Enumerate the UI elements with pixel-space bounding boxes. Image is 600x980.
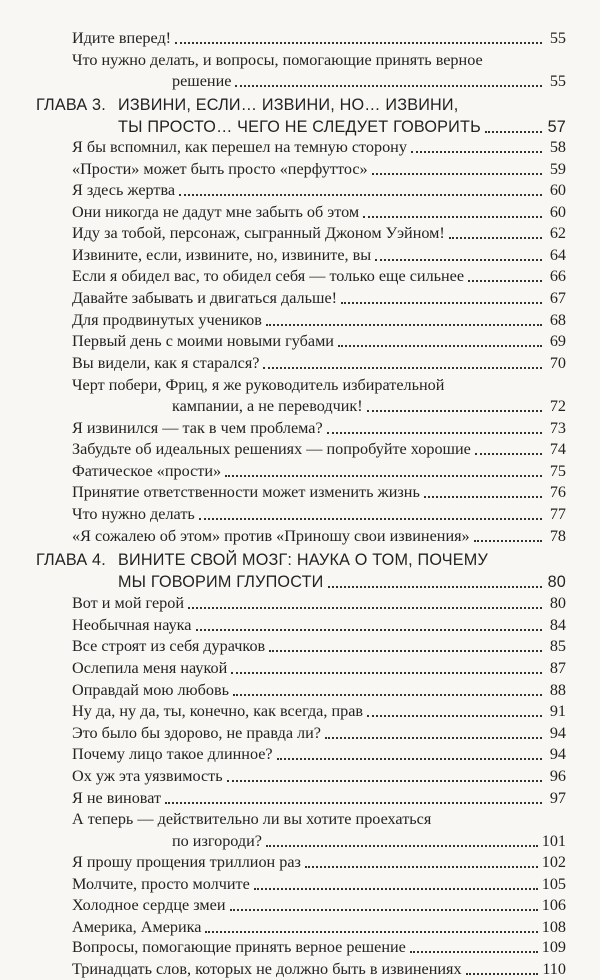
toc-entry [72,136,566,158]
toc-entry-page: 69 [549,332,566,350]
toc-entry-page: 60 [549,203,566,221]
leader-dots [367,715,542,717]
toc-entry [72,222,566,244]
toc-entry [72,765,566,787]
toc-entry-title: Я прошу прощения триллион раз [72,853,301,871]
toc-entry-page: 62 [549,224,566,242]
toc-entry-title: А теперь — действительно ли вы хотите проехаться [72,810,432,828]
leader-dots [230,909,538,911]
toc-entry-title: Необычная наука [72,616,192,634]
toc-entry-title: «Прости» может быть просто «перфуттос» [72,160,368,178]
leader-dots [165,802,542,804]
toc-entry [72,657,566,679]
leader-dots [277,758,542,760]
toc-entry-page: 76 [549,483,566,501]
toc-entry-page: 102 [541,853,566,871]
toc-entry [72,438,566,460]
toc-entry [72,395,566,417]
toc-entry-line1 [72,49,566,71]
leader-dots [233,694,542,696]
toc-entry-line1 [72,374,566,396]
toc-entry-page: 75 [549,462,566,480]
leader-dots [231,672,542,674]
toc-entry-page: 55 [549,29,566,47]
leader-dots [411,151,542,153]
chapter-title: ВИНИТЕ СВОЙ МОЗГ: НАУКА О ТОМ, ПОЧЕМУ [118,551,488,569]
toc-entry-title: Холодное сердце змеи [72,896,226,914]
toc-entry-title: Почему лицо такое длинное? [72,745,273,763]
toc-entry-title: Вот и мой герой [72,594,185,612]
toc-entry-page: 68 [549,311,566,329]
toc-entry-page: 94 [549,745,566,763]
toc-entry [72,352,566,374]
toc-entry-title: Черт побери, Фриц, я же руководитель избирательной [72,376,445,394]
chapter-label: ГЛАВА 4. [36,551,106,569]
leader-dots [466,973,539,975]
toc-entry [72,70,566,92]
toc-entry-page: 59 [549,160,566,178]
toc-entry [72,525,566,547]
leader-dots [175,42,542,44]
toc-entry [72,936,566,958]
toc-entry-title: Ослепила меня наукой [72,659,228,677]
chapter-title-cont: ТЫ ПРОСТО… ЧЕГО НЕ СЛЕДУЕТ ГОВОРИТЬ [118,118,481,136]
toc-entry-page: 88 [549,681,566,699]
toc-entry-page: 97 [549,789,566,807]
toc-entry-page: 105 [541,875,566,893]
leader-dots [227,780,542,782]
toc-entry-title: Фатическое «прости» [72,462,222,480]
toc-entry-title: «Я сожалею об этом» против «Приношу свои извинения» [72,527,470,545]
toc-entry [72,592,566,614]
toc-entry [72,330,566,352]
chapter-page: 57 [547,118,566,136]
toc-entry [72,201,566,223]
toc-entry-title: Все строят из себя дурачков [72,637,266,655]
chapter-title-line1 [118,94,566,116]
toc-entry-title: Я извинился — так в чем проблема? [72,419,323,437]
toc-entry [72,614,566,636]
leader-dots [338,345,542,347]
toc-entry-title: Америка, Америка [72,918,202,936]
toc-entry-title: Они никогда не дадут мне забыть об этом [72,203,360,221]
toc-entry-title: Принятие ответственности может изменить жизнь [72,483,420,501]
leader-dots [372,173,542,175]
toc-entry [72,830,566,852]
leader-dots [179,194,542,196]
toc-entry [72,309,566,331]
leader-dots [266,845,538,847]
chapter-title-cont: МЫ ГОВОРИМ ГЛУПОСТИ [118,573,324,591]
toc-entry-title: Забудьте об идеальных решениях — попробуйте хорошие [72,440,471,458]
toc-entry-title: Первый день с моими новыми губами [72,332,334,350]
toc-entry-page: 74 [549,440,566,458]
leader-dots [363,216,542,218]
toc-entry [72,787,566,809]
toc-entry [72,287,566,309]
toc-entry-page: 58 [549,138,566,156]
toc-entry [72,244,566,266]
toc-entry [72,722,566,744]
toc-entry-page: 64 [549,246,566,264]
leader-dots [235,85,542,87]
leader-dots [424,496,542,498]
toc-entry-page: 87 [549,659,566,677]
toc-entry-page: 108 [541,918,566,936]
chapter-heading [118,571,566,593]
toc-entry [72,460,566,482]
chapter-page: 80 [547,573,566,591]
toc-entry-title: Я бы вспомнил, как перешел на темную сторону [72,138,407,156]
leader-dots [410,951,538,953]
chapter-heading [118,116,566,138]
toc-entry [72,503,566,525]
toc-entry [72,679,566,701]
toc-entry [72,851,566,873]
toc-entry-title: Ох уж эта уязвимость [72,767,223,785]
toc-entry-title: Для продвинутых учеников [72,311,262,329]
leader-dots [305,866,538,868]
toc-entry-page: 91 [549,702,566,720]
toc-entry-title: Это было бы здорово, не правда ли? [72,724,321,742]
toc-entry-page: 60 [549,181,566,199]
toc-entry [72,635,566,657]
toc-entry-page: 110 [542,960,566,978]
toc-entry-title: Тринадцать слов, которых не должно быть в извинениях [72,960,462,978]
leader-dots [205,931,537,933]
toc-entry-page: 101 [541,832,566,850]
toc-entry-title: Извините, если, извините, но, извините, вы [72,246,372,264]
toc-entry [72,481,566,503]
toc-entry-page: 85 [549,637,566,655]
toc-entry-title: Что нужно делать [72,505,195,523]
toc-entry-title: Давайте забывать и двигаться дальше! [72,289,338,307]
toc-entry-title-cont: кампании, а не переводчик! [172,397,363,415]
toc-entry-title: Молчите, просто молчите [72,875,250,893]
toc-entry-title: Вы видели, как я старался? [72,354,260,372]
toc-entry [72,179,566,201]
toc-entry-page: 78 [549,527,566,545]
leader-dots [449,237,542,239]
toc-entry-title: Ну да, ну да, ты, конечно, как всегда, прав [72,702,364,720]
toc-entry-title: Идите вперед! [72,29,172,47]
chapter-label: ГЛАВА 3. [36,96,106,114]
toc-entry [72,158,566,180]
toc-entry [72,894,566,916]
toc-entry-page: 77 [549,505,566,523]
toc-entry [72,417,566,439]
toc-entry-title: Оправдай мою любовь [72,681,230,699]
toc-entry-title-cont: решение [172,72,232,90]
toc-entry-title-cont: по изгороди? [172,832,262,850]
chapter-title-line1 [118,549,566,571]
toc-entry-page: 96 [549,767,566,785]
toc-entry [72,27,566,49]
leader-dots [375,259,542,261]
toc-entry-page: 70 [549,354,566,372]
leader-dots [188,607,542,609]
toc-entry-page: 67 [549,289,566,307]
chapter-title: ИЗВИНИ, ЕСЛИ… ИЗВИНИ, НО… ИЗВИНИ, [118,96,459,114]
toc-entry-page: 72 [549,397,566,415]
toc-entry-page: 84 [549,616,566,634]
toc-entry-page: 73 [549,419,566,437]
leader-dots [325,737,542,739]
leader-dots [475,453,542,455]
toc-entry-title: Что нужно делать, и вопросы, помогающие принять верное [72,51,483,69]
toc-entry-title: Если я обидел вас, то обидел себя — только еще сильнее [72,267,465,285]
leader-dots [225,475,542,477]
leader-dots [269,650,542,652]
toc-entry-title: Я не виноват [72,789,162,807]
toc-entry [72,916,566,938]
toc-entry [72,700,566,722]
toc-entry-page: 106 [541,896,566,914]
leader-dots [341,302,542,304]
toc-entry [72,873,566,895]
toc-entry-title: Я здесь жертва [72,181,176,199]
toc-entry [72,743,566,765]
leader-dots [199,518,542,520]
leader-dots [327,432,542,434]
leader-dots [196,629,543,631]
leader-dots [485,131,542,133]
toc-entry-title: Иду за тобой, персонаж, сыгранный Джоном Уэйном! [72,224,445,242]
toc-entry-line1 [72,808,566,830]
toc-entry-page: 94 [549,724,566,742]
toc-entry [72,958,566,980]
leader-dots [474,540,542,542]
toc-entry-title: Вопросы, помогающие принять верное решение [72,938,406,956]
toc-entry-page: 109 [541,938,566,956]
leader-dots [254,888,538,890]
leader-dots [468,280,542,282]
toc-entry-page: 80 [549,594,566,612]
leader-dots [263,367,542,369]
leader-dots [266,324,542,326]
toc-entry [72,265,566,287]
leader-dots [367,410,542,412]
leader-dots [328,586,543,588]
toc-entry-page: 66 [549,267,566,285]
toc-entry-page: 55 [549,72,566,90]
